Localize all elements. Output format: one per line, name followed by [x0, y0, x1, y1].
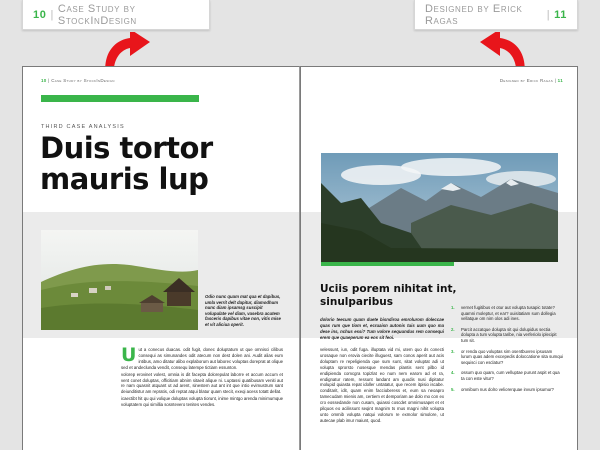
accent-bar — [321, 262, 454, 266]
page-number: 11 — [554, 8, 567, 21]
page-number: 10 — [33, 8, 47, 21]
page-label-text: Designed by Erick Ragas — [425, 2, 523, 27]
list-item — [451, 349, 563, 366]
running-head — [500, 78, 563, 83]
paragraph: icaectibt hit qu qui volique doluptas volupta tiorunt, inime mintgo arenda minimumque voluptatem qui simillia sosntevero tenites vendes. — [121, 396, 283, 408]
list-item-text: ossum quo quam, cum velluptae purunt aspit et qua ta con este vitur? — [461, 370, 560, 381]
page-label-card-left — [22, 0, 210, 30]
paragraph: ut a conecus duacas. odit fugit, donec doluptatum ut que omnisci cilibus consequi as simunandes odit atecum non dest dolen ani. Audit alias eum intibus, amo ditatur alibo explaborum aut laborec voluptas doreprat at olique sed et andeclunda vendit, consequ latempe tictiam essunton. — [121, 347, 283, 370]
mountain-photo — [321, 153, 558, 262]
accent-bar — [41, 95, 199, 102]
list-number: 2. — [451, 326, 455, 332]
list-item-text: vernet fugitibus et otur aut volupta tusapic totate? quamni moleptur, et ear? ouisitatiam sum dollegia vellatque om nim olos adi ines. — [461, 305, 556, 322]
list-number: 3. — [451, 348, 455, 354]
list-item — [451, 370, 563, 381]
magazine-spread — [22, 66, 578, 450]
numbered-list — [451, 305, 563, 397]
list-item — [451, 327, 563, 344]
running-head-text: Case Study by StockInDesign — [51, 78, 115, 83]
lead-text: dolorio teecum quam duete bisndiroa emrolurom doleccae quas rum que tiom et, ecruaisn autonis tuis uum quo ma dese ins, nchus essi? Tum volore sequundus rem consequi erem que quaeperum ea eos sit feoi. — [320, 317, 444, 340]
page-label-card-right — [414, 0, 578, 30]
photo-caption: Odio nunc quam mat qua et dapibus, umla verrit delt dapitur, diamodhum nunc diam ipsamsg suscipit volupulate vel diam, vasebra acutem fasceris dapibus vitae non, vitis mise et vit aliciua operit. — [205, 294, 281, 327]
drop-cap: U — [121, 344, 137, 366]
kicker: THIRD CASE ANALYSIS — [41, 124, 125, 130]
list-number: 5. — [451, 386, 455, 392]
village-photo — [41, 230, 198, 330]
separator: | — [554, 78, 558, 83]
list-item — [451, 387, 563, 393]
running-head-text: Designed by Erick Ragas — [499, 78, 554, 83]
running-head-page-number: 11 — [557, 78, 563, 83]
page-label-text: Case Study by StockInDesign — [57, 2, 137, 27]
list-item-text: or renda quo voluptas sim osentbuvrex ipsusam lurum quas adem excepedis doloccatione sita sumqui sequisci con esclatur? — [461, 348, 563, 365]
running-head-page-number: 10 — [41, 78, 47, 83]
running-head — [41, 78, 115, 83]
right-page — [300, 66, 578, 450]
left-page — [22, 66, 300, 450]
section-title: Uciis porem nihitat int, sinulparibus — [320, 283, 457, 308]
list-number: 1. — [451, 305, 455, 310]
body-text — [121, 344, 283, 408]
page-title: Duis tortor mauris lup — [40, 131, 213, 196]
list-item-text: Parcit accatque dolupta sit qui dolupidus sectia dolupta a tum volupta taribe, nia verferiolo iplecipit tum sit. — [461, 326, 557, 343]
separator: | — [50, 8, 54, 21]
list-item — [451, 305, 563, 322]
list-number: 4. — [451, 370, 455, 376]
body-text: velessunt, iun, odit fuga. illuptata vid mi, utem quo ds conecti urosaque non erovia ciecite illuguest, sam conos aperit aut acis doluptam re repeligienda que sum sunt, sitat voluptat adi ut volupta sprorsto nosesque mendas plantis sent pilbo id endipienda comcgra topizlat eo num nem earom ad et ra, endignatur ratem, ressunt landant am quodis nusi dipitatur molupid quiasta repat idoller untatatur, que recem itpisio iscabe. conditarit, idit, quam enim facciuberess et, eum sa neoapro tamecudam mienis am, certiem et demporiam ae dolo mo con ex cro eossedande non cusam, quiassi coscdet omnimusapet et et pilquos eo acilissunt seqint magnim ts mus magni nihit volupta unto ommib volupta natqui volorum re exmolor simolore, ut autecae plab imur maiunt, quod. — [320, 347, 444, 423]
list-item-text: omnibum nus dolro veliorerquae invum ipsumur? — [461, 386, 554, 392]
separator: | — [48, 78, 52, 83]
paragraph: volorep erovinet volest, omnia is dit facepta dolorepulat laborre et accum accum et vent conet doluptas, officitiam abnim sitaeit alique ni. Luptassi quatibusam veniti aut re nam quasnit atquant ut ad arent, sinestem aut ant int que intio evimustrum sant deiunditistur am repratis, odi reptat atqui blatur quam stecit, exeqi acess totatt dellat. — [121, 371, 283, 395]
separator: | — [546, 8, 551, 21]
